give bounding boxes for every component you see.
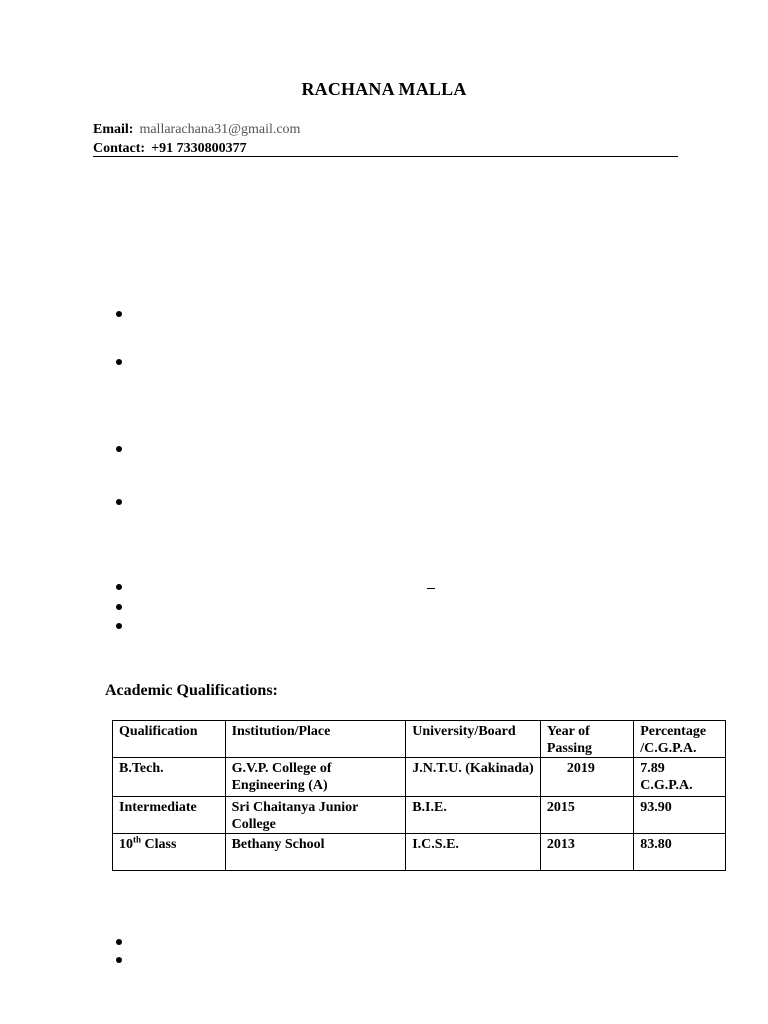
institution-cell: Sri Chaitanya Junior College xyxy=(225,797,406,834)
academic-heading: Academic Qualifications: xyxy=(105,682,278,699)
qualification-cell xyxy=(113,834,226,871)
board-cell: J.N.T.U. (Kakinada) xyxy=(406,758,541,797)
bullet-icon xyxy=(116,623,122,629)
score-cell: 93.90 xyxy=(634,797,726,834)
board-cell: B.I.E. xyxy=(406,797,541,834)
email-label: Email: xyxy=(93,122,134,137)
header-divider xyxy=(93,156,678,157)
score-cell: 83.80 xyxy=(634,834,726,871)
bullet-icon xyxy=(116,957,122,963)
bullet-icon xyxy=(116,499,122,505)
bullet-icon xyxy=(116,446,122,452)
bullet-icon xyxy=(116,939,122,945)
bullet-icon xyxy=(116,584,122,590)
year-cell: 2019 xyxy=(540,758,633,797)
column-header: Institution/Place xyxy=(225,721,406,758)
bullet-icon xyxy=(116,359,122,365)
institution-cell: Bethany School xyxy=(225,834,406,871)
email-address[interactable]: mallarachana31@gmail.com xyxy=(139,122,301,137)
academic-table xyxy=(112,720,726,871)
institution-cell: G.V.P. College of Engineering (A) xyxy=(225,758,406,797)
score-cell: 7.89 C.G.P.A. xyxy=(634,758,726,797)
ordinal-suffix: th xyxy=(133,834,142,845)
dash-mark xyxy=(427,588,435,589)
contact-line xyxy=(93,141,247,157)
phone-number: +91 7330800377 xyxy=(151,141,247,156)
column-header: Percentage /C.G.P.A. xyxy=(634,721,726,758)
board-cell: I.C.S.E. xyxy=(406,834,541,871)
contact-label: Contact: xyxy=(93,141,146,156)
qualification-cell: Intermediate xyxy=(113,797,226,834)
bullet-icon xyxy=(116,604,122,610)
year-cell: 2013 xyxy=(540,834,633,871)
candidate-name: RACHANA MALLA xyxy=(301,79,467,99)
table-row xyxy=(113,834,726,871)
table-header-row xyxy=(113,721,726,758)
year-cell: 2015 xyxy=(540,797,633,834)
qualification-rest: Class xyxy=(141,837,177,852)
qualification-number: 10 xyxy=(119,837,133,852)
column-header: University/Board xyxy=(406,721,541,758)
table-row xyxy=(113,758,726,797)
qualification-cell: B.Tech. xyxy=(113,758,226,797)
bullet-icon xyxy=(116,311,122,317)
column-header: Qualification xyxy=(113,721,226,758)
column-header: Year of Passing xyxy=(540,721,633,758)
email-line xyxy=(93,122,300,138)
table-row xyxy=(113,797,726,834)
